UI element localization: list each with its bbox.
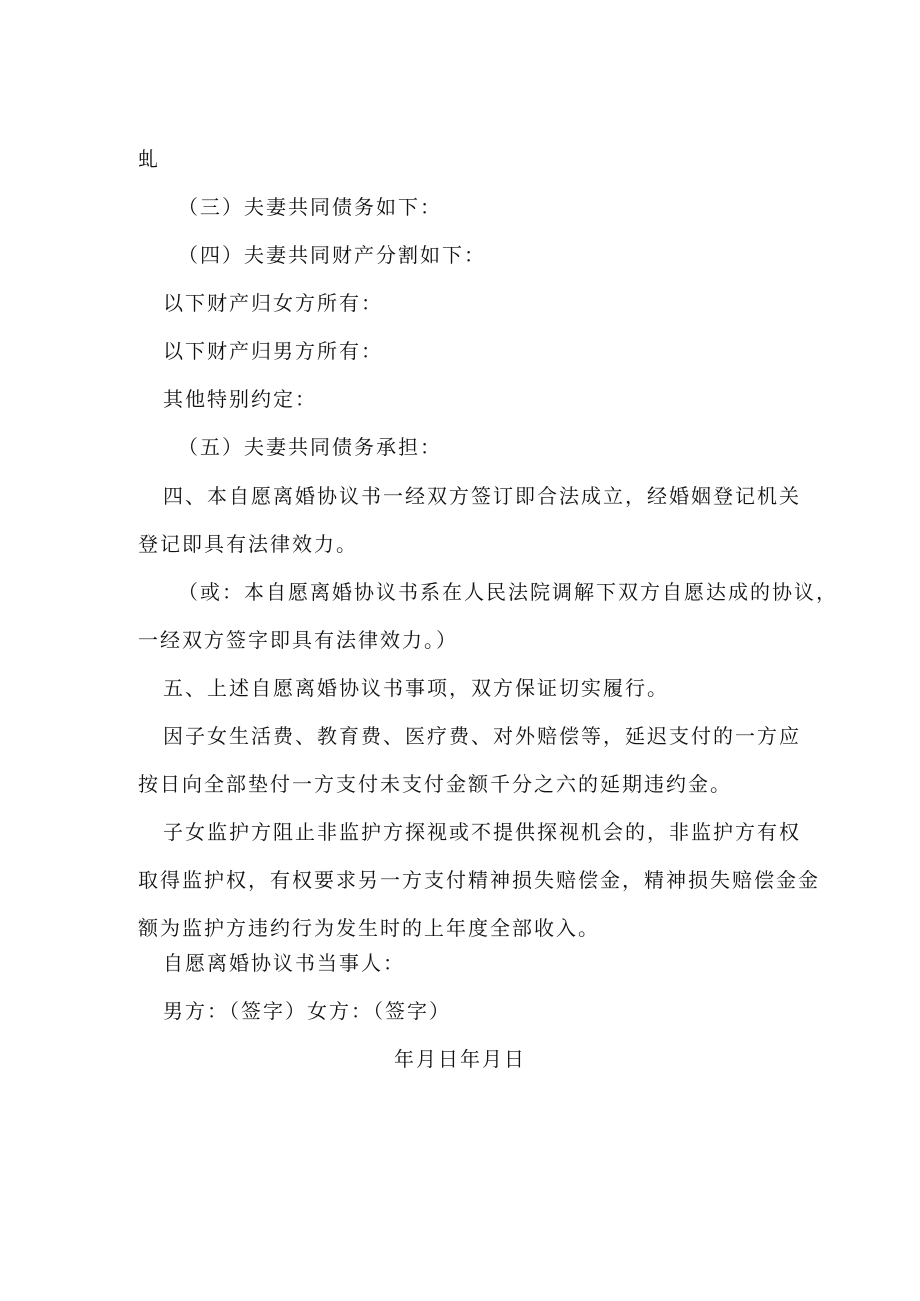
date-line: 年月日年月日 — [394, 1047, 526, 1071]
text-line-special-agreement: 其他特别约定： — [163, 387, 317, 411]
text-line-wife-property: 以下财产归女方所有： — [163, 291, 383, 315]
text-line-alternative-clause-cont: 一经双方签字即具有法律效力。） — [138, 628, 458, 652]
text-line-late-payment-cont: 按日向全部垫付一方支付未支付金额千分之六的延期违约金。 — [138, 772, 732, 796]
text-line-clause-four: 四、本自愿离婚协议书一经双方签订即合法成立，经婚姻登记机关 — [163, 484, 801, 508]
text-line-custody-cont: 取得监护权，有权要求另一方支付精神损失赔偿金，精神损失赔偿金金 — [138, 868, 820, 892]
text-line-custody-cont-2: 额为监护方违约行为发生时的上年度全部收入。 — [138, 916, 600, 940]
text-line-late-payment: 因子女生活费、教育费、医疗费、对外赔偿等，延迟支付的一方应 — [163, 724, 801, 748]
text-line-alternative-clause: （或：本自愿离婚协议书系在人民法院调解下双方自愿达成的协议， — [178, 580, 838, 604]
signature-line: 男方：（签字）女方：（签字） — [163, 999, 451, 1023]
text-line-property-division: （四）夫妻共同财产分割如下： — [178, 243, 486, 267]
text-line-custody: 子女监护方阻止非监护方探视或不提供探视机会的，非监护方有权 — [163, 820, 801, 844]
text-line-clause-five: 五、上述自愿离婚协议书事项，双方保证切实履行。 — [163, 676, 669, 700]
text-line-debt-bearing: （五）夫妻共同债务承担： — [178, 435, 442, 459]
text-line-joint-debts: （三）夫妻共同债务如下： — [178, 195, 442, 219]
text-line-clause-four-cont: 登记即具有法律效力。 — [138, 532, 358, 556]
text-line-husband-property: 以下财产归男方所有： — [163, 339, 383, 363]
text-line-fragment: 虬 — [138, 147, 160, 171]
text-line-parties: 自愿离婚协议书当事人： — [163, 951, 405, 975]
